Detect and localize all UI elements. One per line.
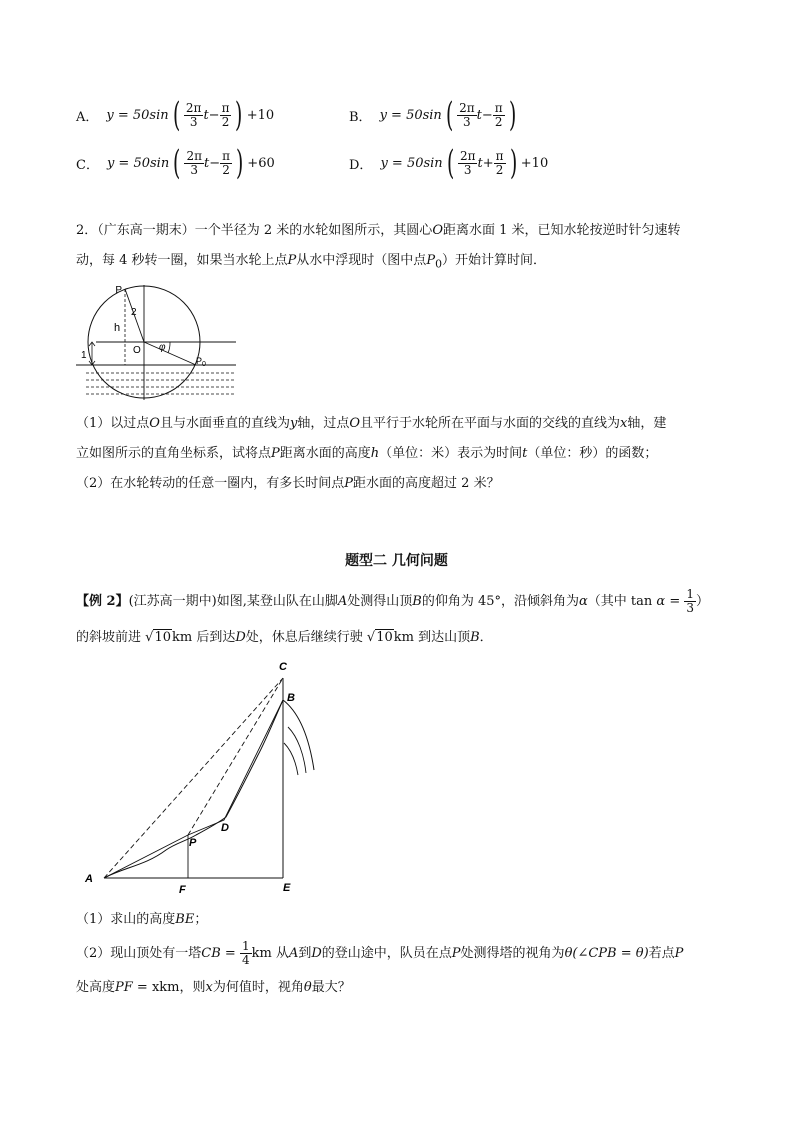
frac-num: 2π: [186, 148, 202, 163]
label-e: E: [283, 882, 291, 894]
slope-straight: [104, 700, 283, 878]
angle-arc: [168, 342, 170, 353]
option-b: B． y = 50sin ( $\frac{2\pi}{3}$ t − $\frac{\pi}{2}$ ): [349, 95, 516, 135]
frac-num: 2π: [185, 100, 202, 115]
option-c: C． y = 50sin ( $\frac{2\pi}{3}$ t − $\frac{\pi}{2}$ ) +60: [76, 143, 275, 183]
option-label: B．: [349, 109, 372, 125]
example2-questions: （1）求山的高度BE； （2）现山顶处有一塔CB = $\frac{1}{4}$ km 从A到D的登山途中，队员在点P处测得塔的视角为θ(∠CPB = θ)若点P 处高度PF = xkm，则x为何值时，视角θ最大？: [76, 912, 684, 995]
label-a: A: [85, 873, 93, 885]
mountain-back: [283, 700, 314, 770]
water-wheel-figure: [76, 285, 246, 400]
sign: −: [208, 107, 220, 123]
frac-den: 3: [189, 114, 198, 129]
problem2-questions: （1）以过点O且与水面垂直的直线为y轴，过点O且平行于水轮所在平面与水面的交线的直线为x轴，建 立如图所示的直角坐标系，试将点P距离水面的高度h（单位：米）表示为时间t（单位：秒）的函数； （2）在水轮转动的任意一圈内，有多长时间点P距水面的高度超过 2 米？: [76, 416, 667, 491]
mountain-figure: [76, 655, 336, 895]
shift-den: 2: [495, 162, 504, 177]
problem2-intro: 2．（广东高一期末）一个半径为 2 米的水轮如图所示，其圆心O距离水面 1 米，已知水轮按逆时针匀速转 动，每 4 秒转一圈，如果当水轮上点P从水中浮现时（图中点$P_0$）开始计算时间．: [76, 223, 681, 271]
frac-num: 2π: [459, 100, 475, 115]
frac-den: 3: [463, 162, 472, 177]
label-p: P: [189, 837, 197, 849]
tail: +60: [247, 155, 275, 171]
option-pre: y = 50sin: [379, 107, 442, 123]
option-d: D． y = 50sin ( $\frac{2\pi}{3}$ t + $\frac{\pi}{2}$ ) +10: [349, 143, 549, 183]
shift-num: π: [495, 148, 504, 163]
label-phi: φ: [159, 342, 166, 353]
shift-den: 2: [222, 162, 230, 177]
option-pre: y = 50sin: [106, 107, 169, 123]
line-pc: [188, 678, 283, 835]
var-t: t: [477, 155, 483, 171]
label-p0-sub: 0: [202, 361, 206, 368]
option-pre: y = 50sin: [380, 155, 443, 171]
mountain-outline: [106, 700, 283, 877]
option-label: C．: [76, 157, 99, 173]
option-pre: y = 50sin: [106, 155, 170, 171]
var-t: t: [476, 107, 482, 123]
option-label: A．: [76, 109, 99, 125]
sign: −: [481, 107, 493, 123]
shift-num: π: [494, 100, 503, 115]
label-d: D: [221, 822, 229, 834]
section-title: 题型二 几何问题: [345, 553, 448, 569]
sign: +: [482, 155, 494, 171]
label-one: 1: [81, 350, 87, 361]
label-f: F: [179, 884, 186, 895]
shift-den: 2: [221, 114, 230, 129]
tail: +10: [246, 107, 275, 123]
frac-den: 3: [190, 162, 199, 177]
mountain-ridge: [284, 743, 298, 775]
shift-den: 2: [494, 114, 503, 129]
option-a: A． y = 50sin ( $\frac{2\pi}{3}$ t − $\frac{\pi}{2}$ ) +10: [76, 95, 275, 135]
label-r: 2: [131, 307, 137, 318]
shift-num: π: [222, 148, 231, 163]
label-c: C: [279, 661, 287, 673]
mountain-ridge: [288, 727, 306, 773]
example2-statement: 【例 2】(江苏高一期中)如图,某登山队在山脚A处测得山顶B的仰角为 45°，沿倾斜角为α（其中 tan α = $\frac{1}{3}$ ） 的斜坡前进 √10km 后到达D处，休息后继续行驶 √10km 到达山顶B．: [76, 587, 710, 645]
label-b: B: [287, 692, 295, 704]
tail: +10: [520, 155, 549, 171]
shift-num: π: [221, 100, 230, 115]
label-o: O: [133, 345, 141, 356]
var-t: t: [204, 155, 210, 171]
frac-num: 2π: [459, 148, 476, 163]
label-p: P: [115, 285, 122, 296]
label-p0: P: [196, 356, 203, 366]
option-label: D．: [349, 157, 373, 173]
frac-den: 3: [463, 114, 471, 129]
label-h: h: [114, 322, 121, 334]
sign: −: [209, 155, 221, 171]
var-t: t: [203, 107, 209, 123]
